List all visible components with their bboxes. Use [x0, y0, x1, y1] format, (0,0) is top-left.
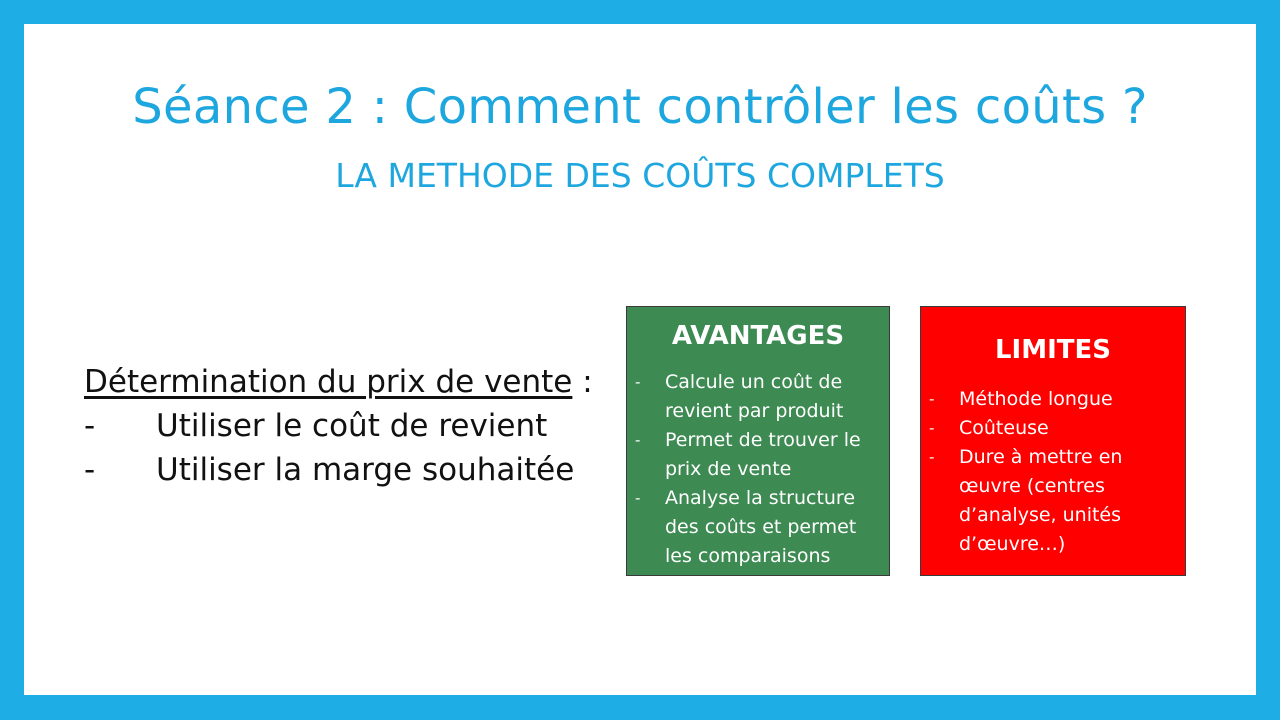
slide-subtitle: LA METHODE DES COÛTS COMPLETS [335, 156, 945, 195]
list-item-text: Méthode longue [959, 388, 1113, 410]
list-item-text: Utiliser la marge souhaitée [156, 452, 575, 488]
dash-bullet: - [635, 431, 641, 449]
price-determination-heading [84, 360, 593, 404]
avantages-box [626, 306, 890, 576]
avantages-title: AVANTAGES [671, 321, 845, 351]
heading-suffix: : [572, 364, 593, 400]
slide-title: Séance 2 : Comment contrôler les coûts ? [132, 79, 1148, 135]
dash-bullet: - [929, 448, 935, 466]
list-item [627, 484, 889, 571]
dash-bullet: - [84, 452, 96, 488]
list-item-text: Utiliser le coût de revient [156, 408, 548, 444]
dash-bullet: - [929, 419, 935, 437]
limites-box [920, 306, 1186, 576]
list-item-text: Analyse la structure des coûts et permet les comparaisons [665, 487, 857, 567]
dash-bullet: - [635, 373, 641, 391]
list-item [921, 385, 1185, 414]
dash-bullet: - [84, 408, 96, 444]
list-item [921, 443, 1185, 559]
heading-text: Détermination du prix de vente [84, 364, 573, 400]
list-item [627, 426, 889, 484]
avantages-list [627, 368, 889, 571]
dash-bullet: - [635, 489, 641, 507]
list-item-text: Permet de trouver le prix de vente [665, 429, 861, 480]
dash-bullet: - [929, 390, 935, 408]
limites-title: LIMITES [994, 335, 1111, 365]
price-determination-block [84, 360, 593, 492]
list-item [921, 414, 1185, 443]
list-item-text: Calcule un coût de revient par produit [665, 371, 844, 422]
limites-list [921, 385, 1185, 559]
list-item [627, 368, 889, 426]
list-item [84, 448, 593, 492]
list-item-text: Dure à mettre en œuvre (centres d’analyse, unités d’œuvre…) [959, 446, 1123, 555]
list-item [84, 404, 593, 448]
list-item-text: Coûteuse [959, 417, 1049, 439]
